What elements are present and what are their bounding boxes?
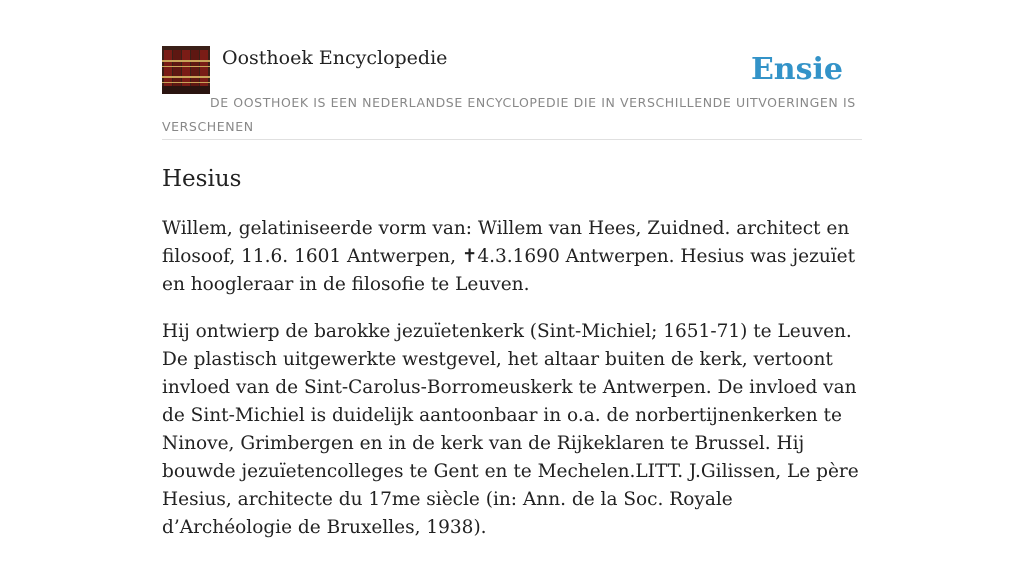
article — [162, 160, 862, 561]
brand-logo[interactable]: Ensie — [750, 52, 843, 87]
site-title[interactable]: Oosthoek Encyclopedie — [222, 47, 448, 69]
site-avatar[interactable] — [162, 46, 210, 94]
site-tagline: DE OOSTHOEK IS EEN NEDERLANDSE ENCYCLOPEDIE DIE IN VERSCHILLENDE UITVOERINGEN IS VERSCHENEN — [162, 95, 856, 134]
site-header — [162, 46, 862, 140]
article-paragraph: Hij ontwierp de barokke jezuïetenkerk (Sint-Michiel; 1651-71) te Leuven. De plastisch uitgewerkte westgevel, het altaar buiten de kerk, vertoont invloed van de Sint-Carolus-Borromeuskerk te Antwerpen. De invloed van de Sint-Michiel is duidelijk aantoonbaar in o.a. de norbertijnenkerken te Ninove, Grimbergen en in de kerk van de Rijkeklaren te Brussel. Hij bouwde jezuïetencolleges te Gent en te Mechelen.LITT. J.Gilissen, Le père Hesius, architecte du 17me siècle (in: Ann. de la Soc. Royale d’Archéologie de Bruxelles, 1938). — [162, 321, 859, 538]
book-spines-icon — [162, 46, 210, 94]
article-paragraph: Willem, gelatiniseerde vorm van: Willem van Hees, Zuidned. architect en filosoof, 11.6. 1601 Antwerpen, ✝4.3.1690 Antwerpen. Hesius was jezuïet en hoogleraar in de filosofie te Leuven. — [162, 218, 856, 295]
article-title: Hesius — [162, 166, 242, 192]
